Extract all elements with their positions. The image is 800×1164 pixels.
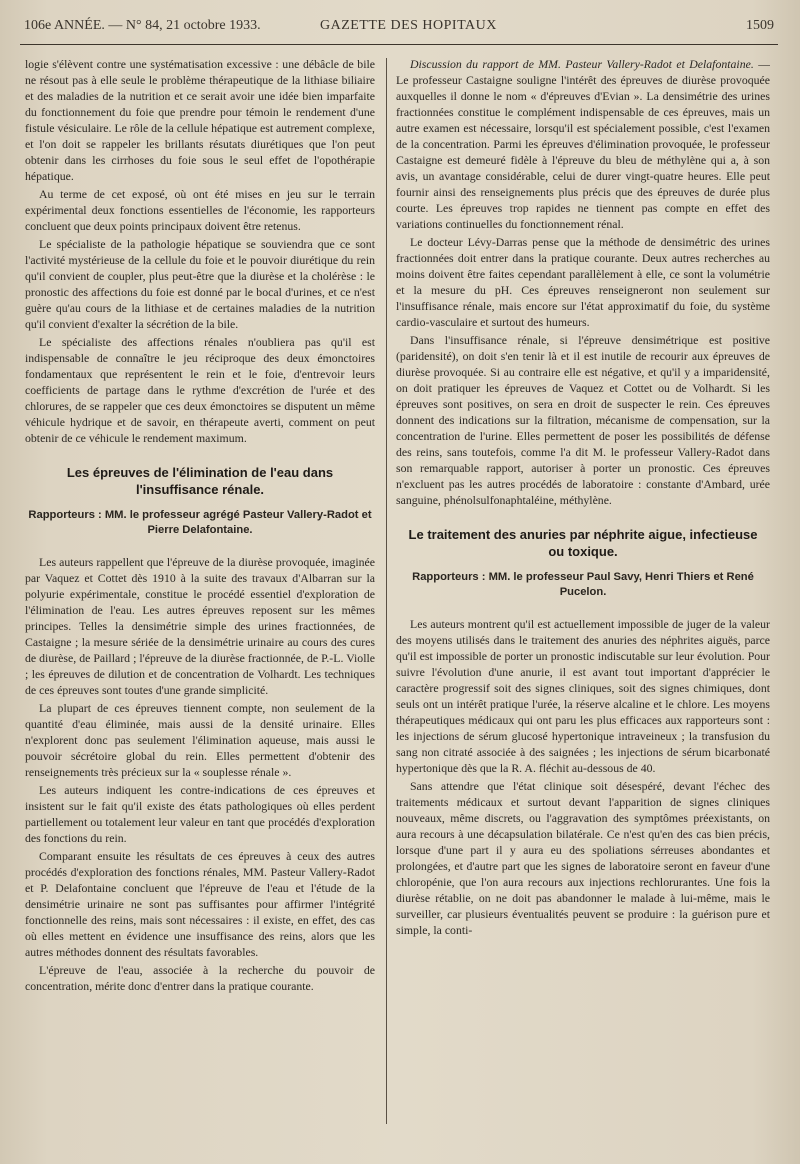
page-header xyxy=(24,14,774,40)
paragraph: La plupart de ces épreuves tiennent compte, non seulement de la quantité d'eau éliminée, mais aussi de la densité urinaire. Elles n'explorent donc pas seulement l'élimination aqueuse, mais aussi le pouvoir sécrétoire global du rein. Elles permettent d'obtenir des renseignements très précieux sur la « souplesse rénale ». xyxy=(25,701,375,779)
paragraph: Au terme de cet exposé, où ont été mises en jeu sur le terrain expérimental deux fonctions essentielles de l'économie, les rapporteurs concluent que deux points principaux doivent être retenus. xyxy=(25,187,375,233)
discussion-lead: Discussion du rapport de MM. Pasteur Vallery-Radot et Delafontaine. xyxy=(410,57,754,71)
paragraph: L'épreuve de l'eau, associée à la recherche du pouvoir de concentration, mérite donc d'entrer dans la pratique courante. xyxy=(25,963,375,993)
paragraph: Les auteurs rappellent que l'épreuve de la diurèse provoquée, imaginée par Vaquez et Cottet dès 1910 à la suite des travaux d'Albarran sur la polyurie expérimentale, constitue le procédé essentiel d'exploration de l'élimination de l'eau. Les autres épreuves reposent sur les mêmes principes. Telles la densimétrie simple des urines fractionnées, de Castaigne ; la mesure sériée de la densimétrie urinaire au cours des cures de diurèse, de Paillard ; l'épreuve de la diurèse fractionnée, de P.-L. Violle ; les épreuves de dilution et de concentration de Volhardt. Les techniques de ces épreuves sont toutes d'une grande simplicité. xyxy=(25,555,375,697)
section-rapporteurs: Rapporteurs : MM. le professeur Paul Savy, Henri Thiers et René Pucelon. xyxy=(412,571,754,598)
left-column xyxy=(25,56,375,1134)
discussion-text: — Le professeur Castaigne souligne l'intérêt des épreuves de diurèse provoquée auxquelles il donne le nom « d'épreuves d'Evian ». La densimétrie des urines fractionnées constitue le complément indispensable de ces épreuves, mais un autre examen est nécessaire, lorsqu'il est spécialement possible, c'est l'examen de la concentration. Parmi les épreuves d'élimination provoquée, le professeur Castaigne est demeuré fidèle à l'épreuve du bleu de méthylène qui a, à son avis, un avantage considérable, celui de durer vingt-quatre heures. Elle peut fournir ainsi des renseignements plus précis que des épreuves de durée plus courte. Les épreuves trop rapides ne tiennent pas compte en effet des variations continuelles du fonctionnement rénal. xyxy=(396,57,770,231)
paragraph: Sans attendre que l'état clinique soit désespéré, devant l'échec des traitements médicaux et surtout devant l'apparition de signes cliniques nouveaux, même discrets, ou l'aggravation des symptômes préexistants, on aura recours à une décapsulation bilatérale. Ce n'est qu'en des cas bien précis, lorsque d'une part il y aura eu des spoliations sérreuses abondantes et prolongées, et d'autre part que les signes de laboratoire seront en faveur d'une chloropénie, que l'on aura recours aux injections rechlorurantes. Une fois la diurèse rétablie, on ne doit pas abandonner le malade à lui-même, mais le surveiller, car plusieurs éventualités peuvent se produire : la guérison pure et simple, la conti- xyxy=(396,779,770,937)
section-title: Le traitement des anuries par néphrite aigue, infectieuse ou toxique. xyxy=(408,527,758,559)
paragraph: Le docteur Lévy-Darras pense que la méthode de densimétric des urines fractionnées doit entrer dans la pratique courante. Deux autres recherches au moins doivent être faites cependant parallèlement à elle, ce sont la volumétrie et la mesure du pH. Ces épreuves renseigneront non seulement sur l'insuffisance rénale, mais encore sur l'état approximatif du foie, du système cardio-vasculaire et surtout des humeurs. xyxy=(396,235,770,329)
section-rapporteurs: Rapporteurs : MM. le professeur agrégé Pasteur Vallery-Radot et Pierre Delafontaine. xyxy=(28,509,372,536)
right-column xyxy=(396,56,770,1134)
paragraph: Comparant ensuite les résultats de ces épreuves à ceux des autres procédés d'exploration des fonctions rénales, MM. Pasteur Vallery-Radot et P. Delafontaine concluent que l'épreuve de l'eau et l'étude de la densimétrie urinaire ne sont pas suffisantes pour affirmer l'intégrité fonctionnelle des reins, mais sont nécessaires : il existe, en effet, des cas où elles mettent en évidence une insuffisance des reins, alors que les autres méthodes donnent des résultats favorables. xyxy=(25,849,375,959)
paragraph: Les auteurs indiquent les contre-indications de ces épreuves et insistent sur le fait qu'il existe des états pathologiques où elles perdent partiellement ou totalement leur valeur en tant que procédés d'exploration des fonctions du rein. xyxy=(25,783,375,845)
column-divider xyxy=(386,58,387,1124)
paragraph: Les auteurs montrent qu'il est actuellement impossible de juger de la valeur des moyens utilisés dans le traitement des anuries des néphrites aiguës, parce qu'il est impossible de porter un pronostic indiscutable sur leur évolution. Pour suivre l'évolution d'une anurie, il est avant tout important d'apprécier le caractère progressif soit des signes cliniques, soit des signes chimiques, dont seuls ont un intérêt pratique l'urée, la réserve alcaline et le chlore. Les moyens thérapeutiques médicaux qui ont paru les plus efficaces aux rapporteurs sont : les injections de sérum glucosé hypertonique intraveineux ; la transfusion du sang non citraté associée à des saignées ; les injections de sérum bicarbonaté hypertonique dès que la R. A. fléchit au-dessous de 40. xyxy=(396,617,770,775)
header-rule xyxy=(20,44,778,45)
section-title: Les épreuves de l'élimination de l'eau dans l'insuffisance rénale. xyxy=(66,465,334,497)
paragraph: logie s'élèvent contre une systématisation excessive : une débâcle de bile ne résout pas à elle seule le problème thérapeutique de la lithiase biliaire et des maladies de la nutrition et ce serait avoir une idée bien imparfaite du fonctionnement du foie que prendre pour témoin le rendement d'une fistule vésiculaire. Le rôle de la cellule hépatique est autrement complexe, et l'on doit se rappeler les brillants résutats diurétiques que l'on peut obtenir dans les cirrhoses du foie sous le seul effet de l'opothérapie hépatique. xyxy=(25,57,375,183)
header-issue: 106e ANNÉE. — N° 84, 21 octobre 1933. xyxy=(24,18,261,33)
paragraph: Dans l'insuffisance rénale, si l'épreuve densimétrique est positive (paridensité), on doit s'en tenir là et il est inutile de recourir aux épreuves de diurèse provoquée. Si au contraire elle est négative, et qu'il y a imparidensité, on doit pratiquer les épreuves de Vaquez et Cottet ou de Volhardt. Si les épreuves sont positives, on sera en droit de suspecter le rein. Ces épreuves donnent des indications sur la filtration, mécanisme de compensation, sur la concentration de l'urine. Elles permettent de poser les possibilités de défense des reins, sans toutefois, comme l'a dit M. le professeur Vallery-Radot dans son remarquable rapport, autoriser à porter un pronostic. Ces épreuves n'excluent pas les autres procédés de laboratoire : constante d'Ambard, urée sanguine, phénolsulfonaphtaléine, méthylène. xyxy=(396,333,770,507)
header-journal-title: GAZETTE DES HOPITAUX xyxy=(320,18,497,33)
paragraph: Le spécialiste de la pathologie hépatique se souviendra que ce sont l'activité mystérieuse de la cellule du foie et le pouvoir diurétique du rein qu'il convient de coupler, plus peut-être que la diurèse et la cholérèse : le pronostic des affections du foie est donné par le bocal d'urines, et ce n'est guère qu'au cours de la lithiase et de certaines maladies de la nutrition qu'il convient d'exalter la sécrétion de la bile. xyxy=(25,237,375,331)
header-page-number: 1509 xyxy=(746,18,774,33)
paragraph: Le spécialiste des affections rénales n'oubliera pas qu'il est indispensable de connaître le jeu réciproque des deux émonctoires fondamentaux que représentent le rein et le foie, d'entrevoir leurs coefficients de partage dans le rythme d'excrétion de l'urée et des chlorures, de se rappeler que ces deux émonctoires se disputent un même véhicule hydrique et de savoir, en thérapeute averti, comment on peut obtenir de ce véhicule le rendement maximum. xyxy=(25,335,375,445)
discussion-paragraph xyxy=(396,56,770,232)
